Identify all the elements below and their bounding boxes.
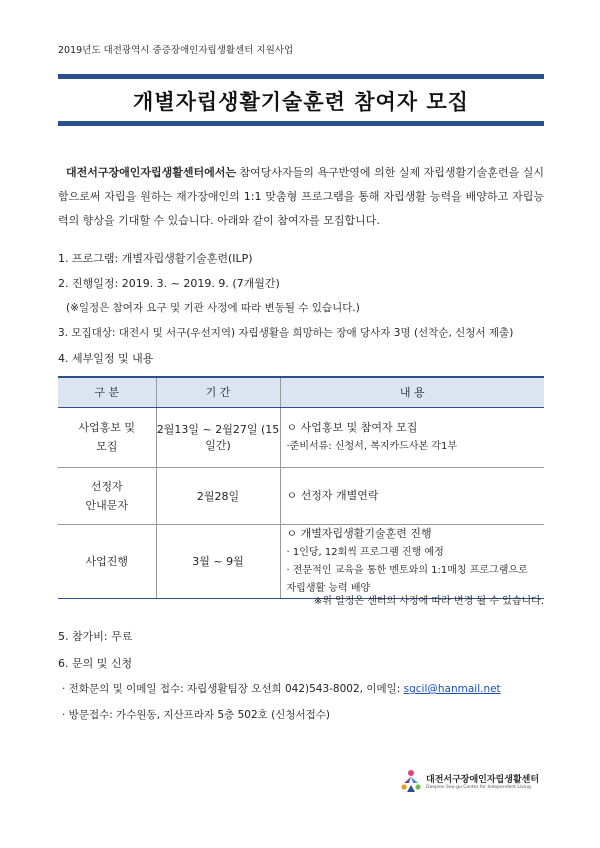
page-title: 개별자립생활기술훈련 참여자 모집 bbox=[133, 90, 469, 114]
item-contact: 6. 문의 및 신청 bbox=[58, 657, 133, 670]
item-schedule: 4. 세부일정 및 내용 bbox=[58, 352, 154, 365]
schedule-table bbox=[58, 376, 544, 599]
item-program: 1. 프로그램: 개별자립생활기술훈련(ILP) bbox=[58, 252, 253, 265]
item-period: 2. 진행일정: 2019. 3. ~ 2019. 9. (7개월간) bbox=[58, 277, 280, 290]
row-content-line: ㅇ 사업홍보 및 참여자 모집 bbox=[286, 420, 418, 434]
table-row bbox=[58, 524, 544, 598]
row-content-line: ㅇ 개별자립생활기술훈련 진행 bbox=[286, 526, 432, 540]
row-period: 2월13일 ~ 2월27일 (15일간) bbox=[156, 407, 280, 467]
table-row bbox=[58, 467, 544, 524]
phone-text: · 전화문의 및 이메일 접수: 자립생활팀장 오선희 042)543-8002, 이메일: bbox=[62, 683, 404, 695]
item-phone bbox=[62, 681, 501, 696]
row-category bbox=[58, 467, 156, 524]
email-link[interactable]: sgcil@hanmail.net bbox=[403, 683, 501, 695]
item-fee: 5. 참가비: 무료 bbox=[58, 630, 133, 643]
logo-icon bbox=[398, 768, 424, 794]
table-row bbox=[58, 407, 544, 467]
row-category-line: 모집 bbox=[96, 440, 118, 453]
row-content-line: · 1인당, 12회씩 프로그램 진행 예정 bbox=[286, 546, 444, 558]
row-content-line: ·준비서류: 신청서, 복지카드사본 각1부 bbox=[286, 440, 458, 452]
row-period: 3월 ~ 9월 bbox=[156, 524, 280, 598]
row-category-line: 사업홍보 및 bbox=[78, 421, 136, 434]
row-category-line: 안내문자 bbox=[85, 498, 128, 512]
item-period-note: (※일정은 참여자 요구 및 기관 사정에 따라 변동될 수 있습니다.) bbox=[66, 302, 360, 314]
item-target: 3. 모집대상: 대전시 및 서구(우선지역) 자립생활을 희망하는 장애 당사자 3명 (선착순, 신청서 제출) bbox=[58, 327, 514, 339]
table-header-row bbox=[58, 377, 544, 407]
row-content bbox=[280, 524, 544, 598]
title-bar-bottom bbox=[58, 121, 544, 126]
row-content bbox=[280, 407, 544, 467]
row-category-line: 선정자 bbox=[90, 479, 123, 493]
title-box bbox=[58, 74, 544, 126]
intro-text: 참여당사자들의 욕구반영에 의한 실제 자립생활기술훈련을 실시함으로써 자립을 원하는 재가장애인의 1:1 맞춤형 프로그램을 통해 자립생활 능력을 배양하고 자립능력의 향상을 기대할 수 있습니다. 아래와 같이 참여자를 모집합니다. bbox=[58, 166, 544, 227]
row-content: ㅇ 선정자 개별연락 bbox=[280, 467, 544, 524]
logo-subtitle: Daejeon Seo-gu Center for Independent Living bbox=[426, 785, 531, 790]
header-category: 구 분 bbox=[58, 377, 156, 407]
intro-paragraph bbox=[58, 161, 544, 233]
table-note: ※위 일정은 센터의 사정에 따라 변경 될 수 있습니다. bbox=[313, 596, 544, 607]
logo-name: 대전서구장애인자립생활센터 bbox=[426, 775, 540, 785]
row-category: 사업진행 bbox=[58, 524, 156, 598]
row-category bbox=[58, 407, 156, 467]
header-line: 2019년도 대전광역시 중증장애인자립생활센터 지원사업 bbox=[58, 45, 294, 56]
title-bar-top bbox=[58, 74, 544, 79]
header-period: 기 간 bbox=[156, 377, 280, 407]
center-logo bbox=[398, 766, 548, 796]
header-content: 내 용 bbox=[280, 377, 544, 407]
item-visit: · 방문접수: 가수원동, 지산프라자 5층 502호 (신청서접수) bbox=[62, 709, 331, 721]
row-period: 2월28일 bbox=[156, 467, 280, 524]
row-content-line: 자립생활 능력 배양 bbox=[286, 582, 371, 594]
row-content-line: · 전문적인 교육을 통한 멘토와의 1:1매칭 프로그램으로 bbox=[286, 564, 528, 576]
intro-org: 대전서구장애인자립생활센터에서는 bbox=[66, 166, 237, 179]
